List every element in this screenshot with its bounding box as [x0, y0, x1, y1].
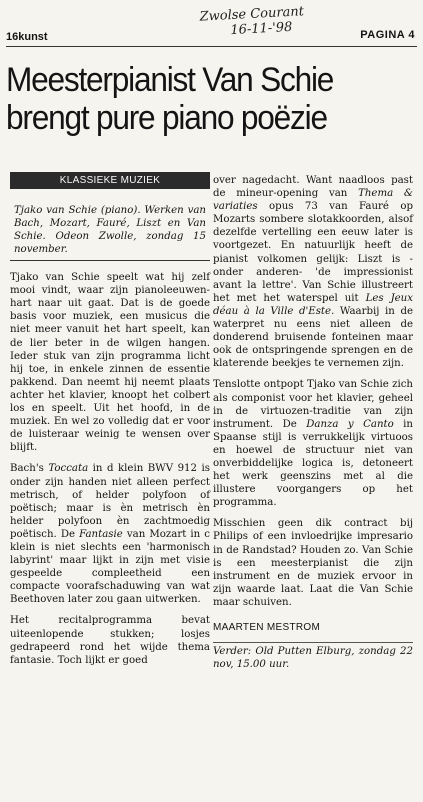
headline — [6, 61, 387, 137]
kicker-label: KLASSIEKE MUZIEK — [10, 172, 210, 189]
column-right — [213, 174, 413, 671]
headline-line-1: Meesterpianist Van Schie — [6, 61, 334, 99]
paragraph-6: Misschien geen dik contract bij Philips of een invloedrijke impresario in de Randstad? Houden zo. Van Schie is een meesterpianist die zijn instrument en de muziek ervoor in zijn waarde laat. Laat die Van Schie maar schuiven. — [213, 518, 413, 608]
paragraph-4: over nagedacht. Want naadloos past de mineur-opening van Thema & variaties opus 73 van Fauré op Mozarts sombere slotakkoorden, alsof dezelfde vertelling een eeuw later is voortgezet. En natuurlijk heeft de pianist volkomen gelijk: Liszt is - onder anderen- 'de impressionist avant la lettre'. Van Schie illustreert het met het waterspel uit Les Jeux déau à la Ville d'Este. Waarbij in de waterpret nu eens niet alleen de donderend bruisende fonteinen maar ook de ontspringende sprengen en de klaterende beekjes te vernemen zijn. — [213, 175, 413, 370]
byline: MAARTEN MESTROM — [213, 622, 321, 633]
paragraph-3: Het recitalprogramma bevat uiteenlopende stukken; losjes gedrapeerd rond het wijde thema fantasie. Toch lijkt er goed — [10, 615, 210, 666]
handnote-source: Zwolse Courant — [199, 4, 305, 25]
page-number: PAGINA 4 — [360, 29, 415, 41]
paragraph-1: Tjako van Schie speelt wat hij zelf mooi vindt, waar zijn pianoleeuwen-hart naar uit gaat. Dat is de goede basis voor muziek, een musicus die niet meer vanuit het hart speelt, kan de lier beter in de wilgen hangen. Ieder stuk van zijn programma licht hij toe, in enkele zinnen de essentie pakkend. Dan neemt hij neemt plaats achter het klavier, knoopt het colbert los en speelt. Uit het hoofd, in de muziek. En wel zo volledig dat er voor de luisteraar weinig te wensen over blijft. — [10, 272, 210, 454]
handnote-date: 16-11-'98 — [230, 19, 293, 39]
headline-line-2: brengt pure piano poëzie — [6, 99, 327, 137]
concert-credits: Tjako van Schie (piano). Werken van Bach, Mozart, Fauré, Liszt en Van Schie. Odeon Zwolle, zondag 15 november. — [10, 204, 210, 261]
section-label: 16kunst — [6, 31, 48, 43]
header-rule — [6, 46, 417, 47]
column-left — [10, 172, 210, 675]
handwritten-note — [199, 2, 340, 39]
further-performance: Verder: Old Putten Elburg, zondag 22 nov, 15.00 uur. — [213, 642, 413, 671]
paragraph-5: Tenslotte ontpopt Tjako van Schie zich als componist voor het klavier, geheel in de virtuozen-traditie van zijn instrument. De Danza y Canto in Spaanse stijl is verrukkelijk virtuoos en hoewel de structuur niet van onverbiddelijke logica is, detoneert het werk geenszins met al die illustere voorgangers op het programma. — [213, 379, 413, 509]
paragraph-2: Bach's Toccata in d klein BWV 912 is onder zijn handen niet alleen perfect metrisch, of helder polyfoon of poëtisch; maar is èn metrisch èn helder polyfoon èn zachtmoedig poëtisch. De Fantasie van Mozart in c klein is niet slechts een 'harmonisch labyrint' maar lijkt in zijn met visie gespeelde compleetheid een compacte voorafschaduwing van wat Beethoven later zou gaan uitwerken. — [10, 463, 210, 606]
